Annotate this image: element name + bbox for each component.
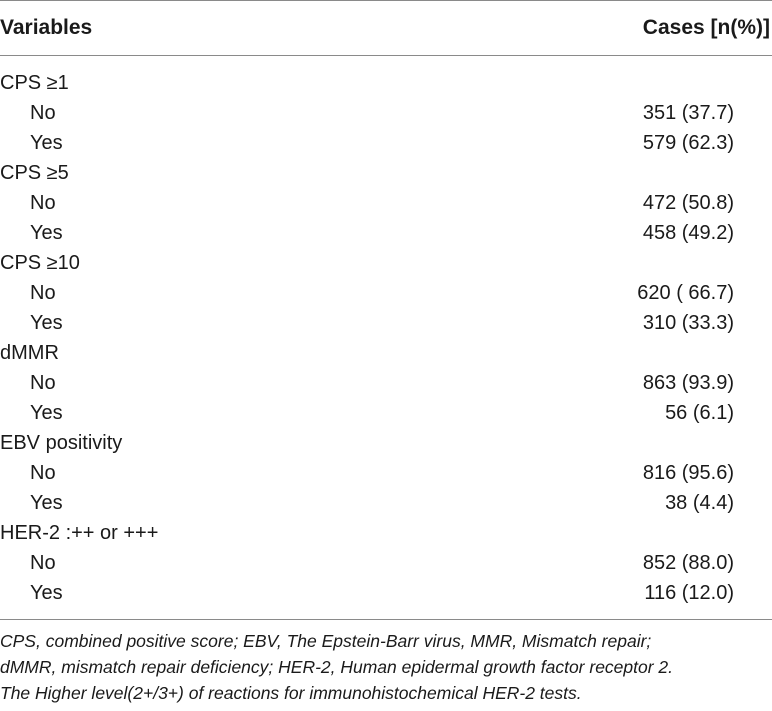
row-value: 852 (88.0) [642, 552, 734, 574]
row-label: Yes [30, 582, 63, 604]
row-label: Yes [30, 492, 63, 514]
table-row [0, 248, 772, 278]
footnote-line: CPS, combined positive score; EBV, The Epstein-Barr virus, MMR, Mismatch repair; [0, 631, 652, 651]
footnote-line: dMMR, mismatch repair deficiency; HER-2, Human epidermal growth factor receptor 2. [0, 657, 674, 677]
table-row [0, 368, 772, 398]
row-value: 351 (37.7) [642, 102, 734, 124]
row-label: HER-2 :++ or +++ [0, 522, 159, 544]
table-row [0, 398, 772, 428]
row-label: No [30, 192, 56, 214]
table-row [0, 278, 772, 308]
table-row [0, 338, 772, 368]
table-row [0, 218, 772, 248]
row-label: No [30, 462, 56, 484]
header-cases: Cases [n(%)] [642, 16, 770, 39]
row-label: EBV positivity [0, 432, 123, 454]
row-label: No [30, 282, 56, 304]
row-value: 816 (95.6) [642, 462, 734, 484]
row-value: 56 (6.1) [665, 402, 734, 424]
row-label: Yes [30, 222, 63, 244]
row-value: 116 (12.0) [644, 582, 734, 604]
row-label: CPS ≥5 [0, 162, 69, 184]
row-value: 472 (50.8) [642, 192, 734, 214]
table-row [0, 158, 772, 188]
table-row [0, 428, 772, 458]
row-label: dMMR [0, 342, 59, 364]
row-value: 863 (93.9) [642, 372, 734, 394]
header-variables: Variables [0, 16, 93, 39]
table-row [0, 578, 772, 608]
row-value: 620 ( 66.7) [637, 282, 734, 304]
table-row [0, 128, 772, 158]
row-label: Yes [30, 132, 63, 154]
row-label: CPS ≥1 [0, 72, 69, 94]
table-footnote [0, 628, 772, 706]
row-label: Yes [30, 312, 63, 334]
table-row [0, 488, 772, 518]
row-value: 458 (49.2) [642, 222, 734, 244]
table-row [0, 458, 772, 488]
table-row [0, 308, 772, 338]
row-value: 579 (62.3) [642, 132, 734, 154]
footnote-line: The Higher level(2+/3+) of reactions for immunohistochemical HER-2 tests. [0, 683, 582, 703]
row-label: No [30, 552, 56, 574]
row-label: No [30, 372, 56, 394]
table-body [0, 68, 772, 608]
row-label: No [30, 102, 56, 124]
row-label: Yes [30, 402, 63, 424]
table-row [0, 98, 772, 128]
row-value: 310 (33.3) [642, 312, 734, 334]
table-row [0, 188, 772, 218]
bottom-rule [0, 619, 772, 620]
header-rule [0, 55, 772, 56]
table-row [0, 518, 772, 548]
row-label: CPS ≥10 [0, 252, 80, 274]
row-value: 38 (4.4) [665, 492, 734, 514]
table-row [0, 548, 772, 578]
table-row [0, 68, 772, 98]
table-header [0, 0, 772, 55]
